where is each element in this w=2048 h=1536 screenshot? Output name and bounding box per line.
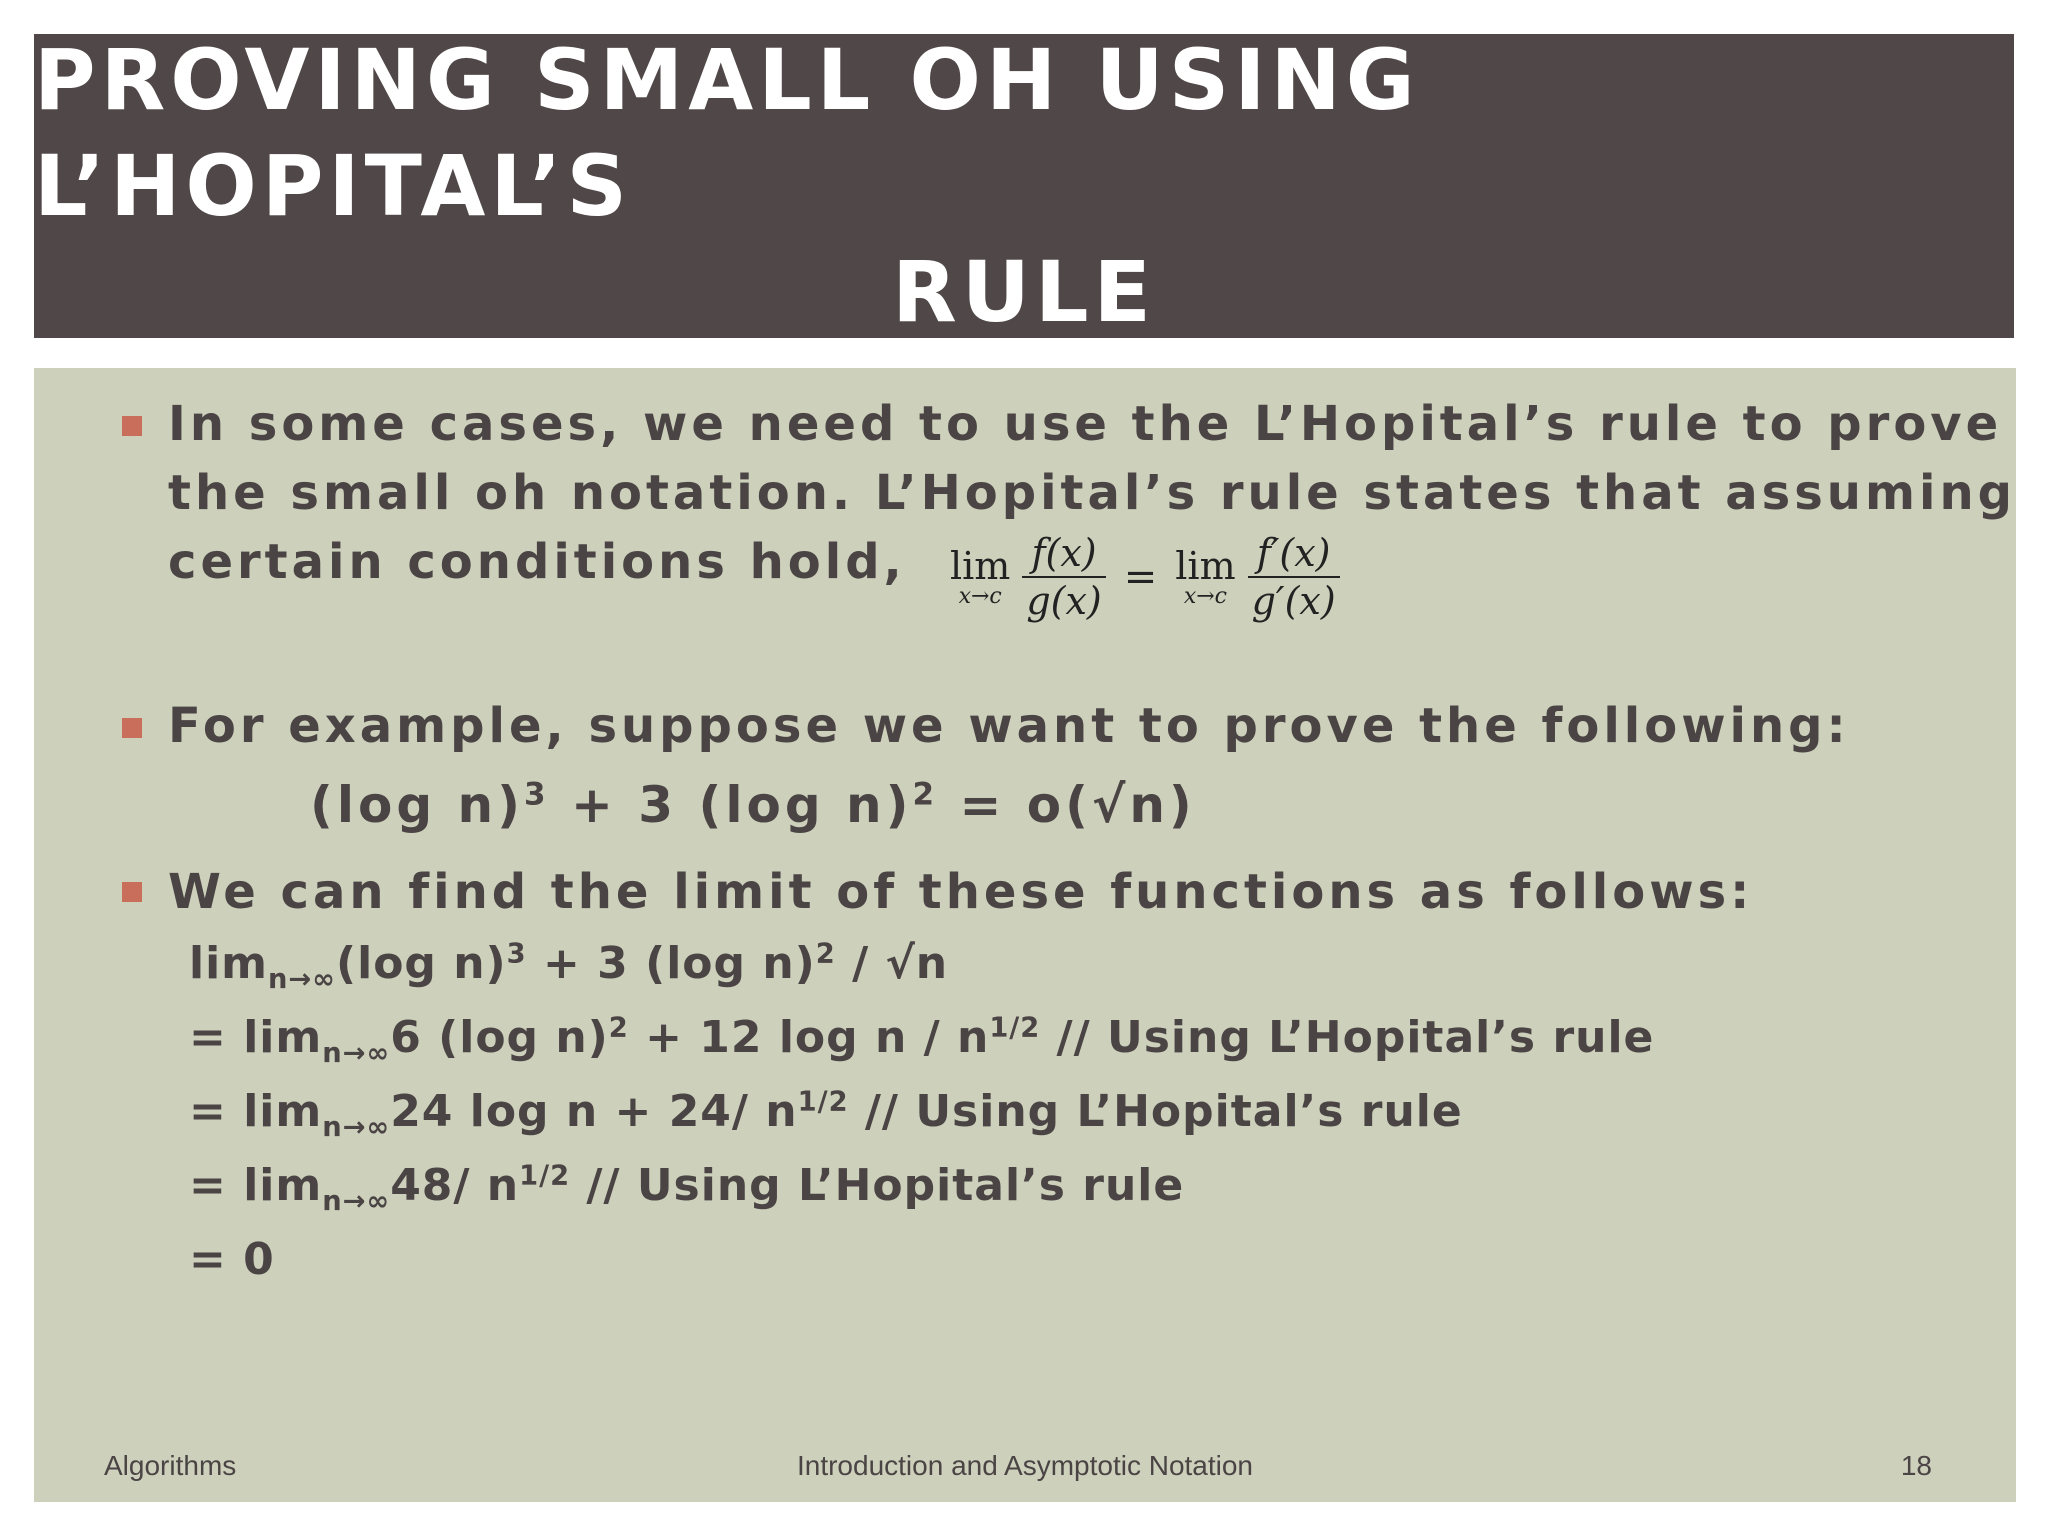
- bullet-marker-icon: [122, 718, 142, 738]
- limit-right: lim x→c: [1175, 544, 1236, 609]
- example-formula: (log n)$^3$ + 3 (log n)$^2$ = o(√n): [310, 776, 1196, 834]
- footer-course: Algorithms: [104, 1450, 237, 1481]
- title-band: [34, 31, 2014, 341]
- calc-line-1: $\lim_{n\to\infty}(\log$ n)$^3$ + 3 (log n)$^2$ / √n: [189, 938, 949, 995]
- fraction-f-over-g: $\frac{f(x)}{g(x)}$: [1022, 530, 1105, 624]
- calc-line-4: = $\lim_{n\to\infty}48/$ $n^{1/2}$ // Using L’Hopital’s rule: [189, 1160, 1185, 1217]
- bullet-marker-icon: [122, 416, 142, 436]
- bullet-1-line-3: certain conditions hold,: [168, 534, 906, 590]
- fraction-fprime-over-gprime: $\frac{f'(x)}{g'(x)}$: [1248, 530, 1340, 624]
- calc-line-5: = 0: [189, 1234, 275, 1285]
- lhopital-formula: [944, 530, 1346, 624]
- bullet-3-text: We can find the limit of these functions as follows:: [168, 864, 1754, 920]
- slide-title-line-1: PROVING SMALL OH USING L’HOPITAL’S: [34, 31, 1420, 235]
- bullet-1-line-2: the small oh notation. L’Hopital’s rule states that assuming: [168, 465, 2016, 521]
- bullet-marker-icon: [122, 882, 142, 902]
- slide-title-line-2: RULE: [892, 243, 1156, 341]
- bullet-1-line-1: In some cases, we need to use the L’Hopital’s rule to prove: [168, 396, 2003, 452]
- bullet-2-text: For example, suppose we want to prove the following:: [168, 698, 1850, 754]
- equals-sign: =: [1123, 554, 1158, 600]
- footer-topic: Introduction and Asymptotic Notation: [796, 1450, 1254, 1481]
- slide-content: [34, 368, 2016, 1502]
- limit-left: lim x→c: [950, 544, 1011, 609]
- slide-number: 18: [1900, 1450, 1932, 1481]
- calc-line-2: = $\lim_{n\to\infty}6$ (log n)$^2$ + 12 log n / $n^{1/2}$ // Using L’Hopital’s rule: [189, 1012, 1655, 1069]
- calc-line-3: = $\lim_{n\to\infty}24$ log n + 24/ $n^{1/2}$ // Using L’Hopital’s rule: [189, 1086, 1463, 1143]
